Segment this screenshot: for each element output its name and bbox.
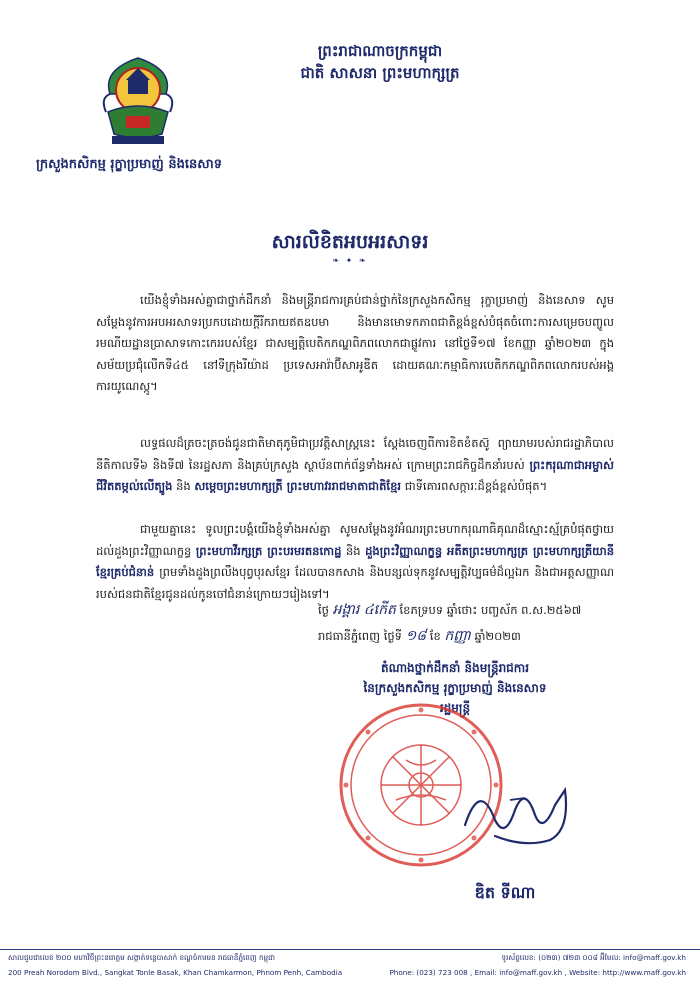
signatory-name: ឌិត ទីណា [474, 883, 536, 902]
ministry-name: ក្រសួងកសិកម្ម រុក្ខាប្រមាញ់ និងនេសាទ [36, 157, 222, 172]
former-kings-title: ដួងព្រះវិញ្ញាណក្ខន្ធ អតីតព្រះមហាក្សត្រ ព្រះមហាក្សត្រីយានីខ្មែរគ្រប់ជំនាន់ [96, 543, 615, 579]
signatory-line-2: នៃក្រសួងកសិកម្ម រុក្ខាប្រមាញ់ និងនេសាទ [363, 681, 547, 695]
national-motto: ជាតិ សាសនា ព្រះមហាក្សត្រ [300, 64, 460, 82]
handwritten-signature-icon [455, 770, 595, 850]
lunar-date-prefix: ថ្ងៃ [318, 603, 329, 617]
lunar-date-handwritten: អង្គារ ៤កើត [332, 602, 396, 618]
kingdom-name: ព្រះរាជាណាចក្រកម្ពុជា [317, 42, 443, 60]
late-king-title: ព្រះមហាវីរក្សត្រ ព្រះបរមរតនកោដ្ឋ [195, 543, 342, 558]
solar-date [318, 626, 521, 647]
conjunction: និង [176, 479, 191, 493]
paragraph-2-text: លទ្ធផលដ៏ត្រចះត្រចង់ជូនជាតិមាតុភូមិជាប្រវត្តិសាស្ត្រនេះ ស្តែងចេញពីការខិតខំតស៊ូ ព្យាយាមរបស់រាជរដ្ឋាភិបាលនីតិកាលទី៦ និងទី៧ នៃរដ្ឋសភា និងគ្រប់ក្រសួង ស្ថាប័នពាក់ព័ន្ធទាំងអស់ ក្រោមព្រះរាជកិច្ចដឹកនាំរបស់ [96, 436, 614, 472]
paragraph-1: យើងខ្ញុំទាំងអស់គ្នាជាថ្នាក់ដឹកនាំ និងមន្ត្រីរាជការគ្រប់ជាន់ថ្នាក់នៃក្រសួងកសិកម្ម រុក្ខាប្រមាញ់ និងនេសាទ សូមសម្តែងនូវការអបអរសាទរប្រកបដោយក្តីរីករាយឥតឧបមា និងមានមោទកភាពជាតិខ្ពង់ខ្ពស់បំផុតចំពោះការសម្រេចបញ្ចូលរមណីយដ្ឋានប្រាសាទកោះកេររបស់ខ្មែរ ជាសម្បត្តិបេតិកភណ្ឌពិភពលោកជាផ្លូវការ នៅថ្ងៃទី១៧ ខែកញ្ញា ឆ្នាំ២០២៣ ក្នុងសម័យប្រជុំលើកទី៤៥ នៅទីក្រុងរីយ៉ាដ ប្រទេសអារ៉ាប៊ីសាអូឌីត ដោយគណៈកម្មាធិការបេតិកភណ្ឌពិភពលោករបស់អង្គការយូណេស្កូ។ [96, 293, 614, 393]
solar-date-day: ១៨ [405, 628, 427, 644]
footer-contact-en: Phone: (023) 723 008 , Email: info@maff.gov.kh , Website: http://www.maff.gov.kh [389, 968, 686, 977]
footer-contact-km: ទូរស័ព្ទលេខ: (០២៣) ៧២៣ ០០៨ អ៊ីមែល: info@maff.gov.kh [501, 953, 686, 962]
paragraph-2 [96, 433, 614, 498]
signatory-line-3: រដ្ឋមន្ត្រី [439, 701, 471, 715]
ministry-emblem-icon [98, 52, 178, 152]
title-ornament: ❧ ✦ ❧ [332, 256, 368, 265]
conjunction: និង [345, 543, 361, 558]
solar-date-year: ឆ្នាំ២០២៣ [474, 629, 521, 643]
paragraph-3-end: ព្រមទាំងដួងព្រលឹងបុព្វបុរសខ្មែរ ដែលបានកសាង និងបន្សល់ទុកនូវសម្បត្តិវប្បធម៌ដ៏ល្អឯក និងជាអត្តសញ្ញាណរបស់ជនជាតិខ្មែរជូនដល់កូនចៅជំនាន់ក្រោយៗរៀងទៅ។ [96, 565, 615, 601]
signatory-line-1: តំណាងថ្នាក់ដឹកនាំ និងមន្ត្រីរាជការ [380, 661, 530, 675]
lunar-date-rest: ខែភទ្របទ ឆ្នាំថោះ បញ្ចស័ក ព.ស.២៥៦៧ [399, 603, 582, 617]
queen-mother-title: សម្តេចព្រះមហាក្សត្រី ព្រះមហាវររាជមាតាជាតិខ្មែរ [194, 479, 402, 493]
solar-date-month-label: ខែ [429, 629, 441, 643]
king-father-title: ព្រះករុណាជាអម្ចាស់ជីវិតតម្កល់លើត្បូង [96, 457, 615, 493]
document-title: សារលិខិតអបអរសាទរ [271, 231, 429, 253]
solar-date-month: កញ្ញា [444, 628, 471, 644]
lunar-date [318, 600, 581, 621]
paragraph-3-text: ជាមួយគ្នានេះ ទូលព្រះបង្គំយើងខ្ញុំទាំងអស់គ្នា សូមសម្តែងនូវអំណរព្រះមហាករុណាធិគុណដ៏ស្មោះស្ម័គ្របំផុតថ្វាយដល់ដួងព្រះវិញ្ញាណក្ខន្ធ [96, 522, 614, 558]
solar-date-prefix: រាជធានីភ្នំពេញ ថ្ងៃទី [318, 629, 402, 643]
letterhead-kingdom [280, 40, 480, 84]
footer-divider [0, 949, 700, 950]
footer-address-km: សាលជួបជាលេខ ២០០ មហាវិថីព្រះនរោត្តម សង្កាត់ទន្លេបាសាក់ ខណ្ឌចំការមន រាជធានីភ្នំពេញ កម្ពុជា [8, 953, 275, 962]
paragraph-2-end: ជាទីគោរពសក្ការៈដ៏ខ្ពង់ខ្ពស់បំផុត។ [404, 479, 548, 493]
footer-address-en: 200 Preah Norodom Blvd., Sangkat Tonle Basak, Khan Chamkarmon, Phnom Penh, Cambodia [8, 968, 343, 977]
paragraph-3 [96, 519, 614, 605]
